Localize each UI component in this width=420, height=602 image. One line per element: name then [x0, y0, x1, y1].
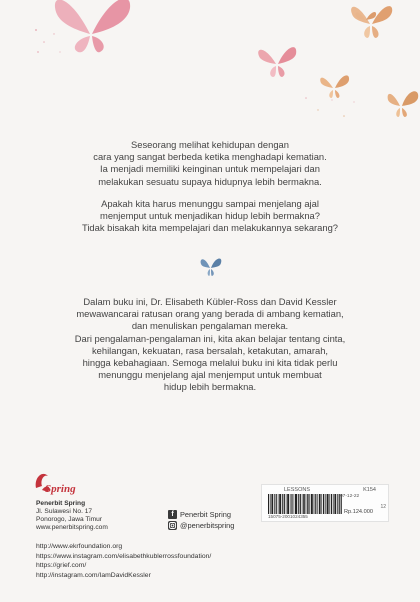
instagram-handle: @penerbitspring [180, 521, 235, 530]
publisher-name: Penerbit Spring [36, 500, 86, 507]
spring-logo-icon [32, 466, 78, 498]
barcode-number: 15075-2001024355 [268, 514, 308, 519]
publisher-logo [32, 466, 78, 503]
text-line: cara yang sangat berbeda ketika menghadapi kematian. [93, 151, 327, 163]
link-text[interactable]: http://www.ekrfoundation.org [36, 543, 123, 550]
sticker-date: 07-12-22 [340, 494, 360, 499]
text-line: hidup lebih bermakna. [163, 381, 257, 393]
sparkle-dots-right [300, 90, 360, 130]
publisher-address-line: Jl. Sulawesi No. 17 [36, 508, 93, 515]
text-line: Ia menjadi memiliki keinginan untuk mempelajari dan [100, 163, 320, 175]
sparkle-dots-left [30, 22, 70, 62]
text-line: Tidak bisakah kita mempelajari dan melakukannya sekarang? [81, 222, 339, 234]
sticker-price: Rp.124.000 [344, 509, 373, 515]
text-line: mewawancarai ratusan orang yang berada di ambang kematian, [76, 308, 344, 320]
text-line: Dalam buku ini, Dr. Elisabeth Kübler-Ross dan David Kessler [83, 296, 337, 307]
facebook-row [168, 509, 234, 520]
sticker-code: K154 [363, 487, 376, 493]
publisher-address-line: Ponorogo, Jawa Timur [36, 516, 102, 523]
text-line: hingga kebahagiaan. Semoga melalui buku ini kita tidak perlu [82, 357, 338, 369]
logo-text: Spring [45, 483, 76, 495]
facebook-handle: Penerbit Spring [180, 510, 231, 519]
sticker-title: LESSONS [284, 487, 310, 493]
publisher-website: www.penerbitspring.com [36, 524, 108, 531]
text-line: kehilangan, kekuatan, rasa bersalah, ketakutan, amarah, [91, 344, 329, 356]
link-text[interactable]: https://grief.com/ [36, 562, 87, 570]
pink-butterfly-mid-icon [256, 40, 300, 80]
link-text[interactable]: http://instagram.com/IamDavidKessler [36, 571, 151, 579]
text-line: Seseorang melihat kehidupan dengan [131, 139, 289, 150]
barcode [268, 494, 342, 514]
reference-links [36, 542, 211, 580]
link-text[interactable]: https://www.instagram.com/elisabethkublerrossfoundation/ [36, 552, 212, 560]
peach-butterfly-small-icon [354, 8, 378, 28]
intro-paragraph [0, 139, 420, 188]
peach-butterfly-edge-icon [384, 84, 420, 120]
text-line: melakukan sesuatu supaya hidupnya lebih bermakna. [98, 175, 322, 187]
text-line: dan menuliskan pengalaman mereka. [131, 320, 289, 332]
text-line: Dari pengalaman-pengalaman ini, kita akan belajar tentang cinta, [74, 332, 346, 344]
price-sticker [261, 484, 389, 522]
instagram-row [168, 520, 234, 531]
blue-butterfly-icon [199, 254, 223, 278]
sticker-qty: 12 [380, 504, 386, 510]
text-line: Apakah kita harus menunggu sampai menjelang ajal [101, 198, 319, 209]
question-paragraph [0, 198, 420, 235]
description-paragraph [0, 296, 420, 394]
publisher-info [36, 500, 108, 532]
text-line: menjemput untuk menjadikan hidup lebih bermakna? [100, 210, 320, 222]
text-line: menunggu menjelang ajal menjemput untuk membuat [98, 369, 322, 381]
social-links [168, 509, 234, 531]
facebook-icon: f [168, 510, 177, 519]
instagram-icon [168, 521, 177, 530]
